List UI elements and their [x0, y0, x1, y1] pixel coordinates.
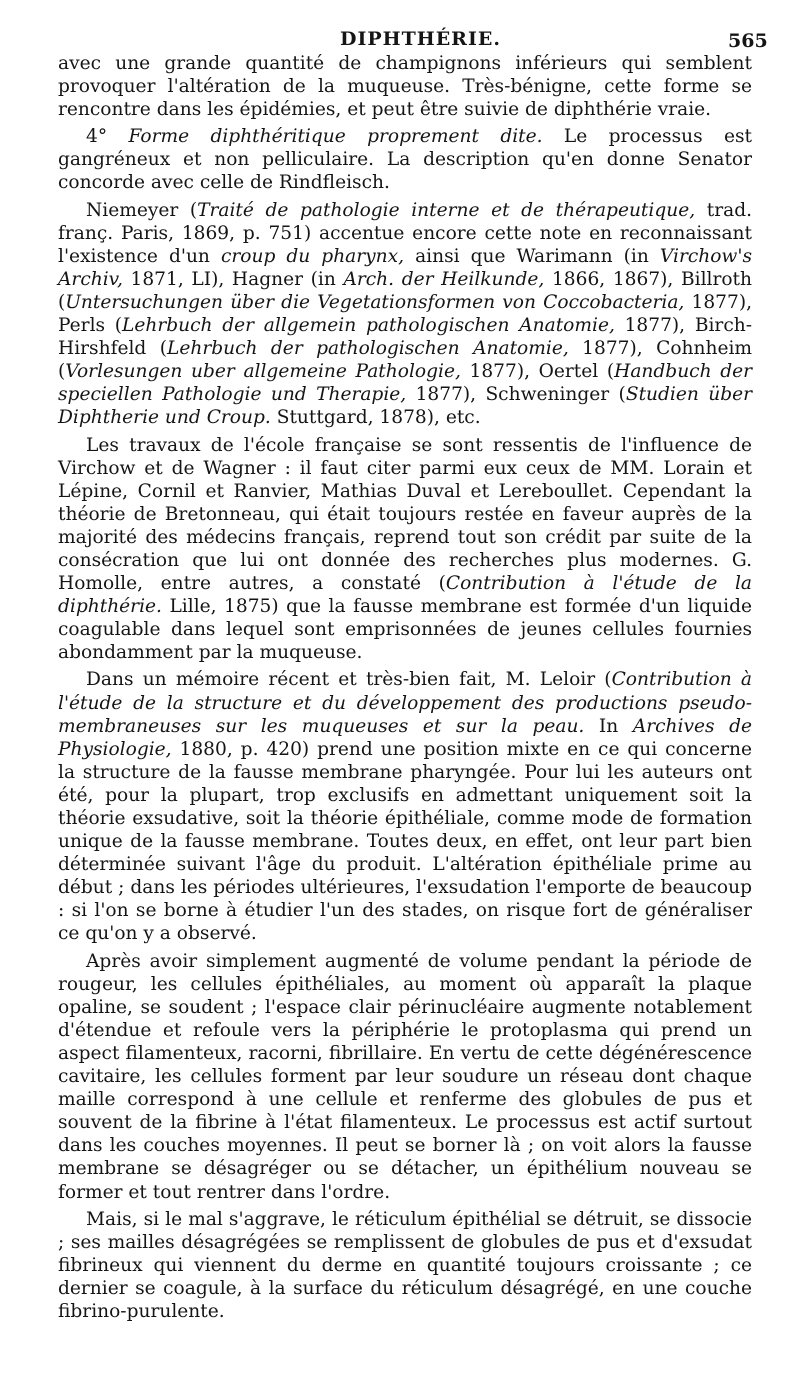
text-run: 1877), Oertel ( [460, 361, 615, 383]
paragraph-6 [58, 950, 752, 1204]
page-header [0, 28, 800, 52]
paragraph-1 [58, 52, 752, 121]
text-run: 1877), Schweninger ( [406, 384, 626, 406]
citation-title: Traité de pathologie interne et de thérapeutique, [197, 199, 696, 221]
citation-title: Vorlesungen uber allgemeine Pathologie, [65, 361, 461, 383]
body-text [58, 52, 752, 1327]
text-run: Niemeyer ( [86, 199, 198, 221]
paragraph-1-text: avec une grande quantité de champignons inférieurs qui semblent provoquer l'altération de la muqueuse. Très-bénigne, cette forme se rencontre dans les épidémies, et peut être suivie de diphthérie vraie. [58, 53, 752, 121]
text-run: ainsi que Warimann (in [404, 245, 660, 267]
paragraph-7 [58, 1208, 752, 1323]
citation-title: Handbuch der speciellen Pathologie und Therapie, [58, 361, 752, 406]
citation-title: Virchow's Archiv, [58, 245, 752, 290]
citation-title: Arch. der Heilkunde, [343, 268, 545, 290]
citation-title: Archives de Physiologie, [58, 715, 752, 760]
text-run: Les travaux de l'école française se sont ressentis de l'influence de Virchow et de Wagner : il faut citer parmi eux ceux de MM. Lorain et Lépine, Cornil et Ranvier, Mathias Duval et Lereboullet. Cependant la théorie de Bretonneau, qui était toujours restée en faveur auprès de la majorité des médecins français, reprend tout son crédit par suite de la consécration que lui ont donnée des recherches plus modernes. G. Homolle, entre autres, a constaté ( [58, 434, 752, 595]
citation-title: Lehrbuch der pathologischen Anatomie, [167, 338, 569, 360]
paragraph-6-text: Après avoir simplement augmenté de volume pendant la période de rougeur, les cellules épithéliales, au moment où apparaît la plaque opaline, se soudent ; l'espace clair périnucléaire augmente notablement d'étendue et refoule vers la périphérie le protoplasma qui prend un aspect filamenteux, racorni, fibrillaire. En vertu de cette dégénérescence cavitaire, les cellules forment par leur soudure un réseau dont chaque maille correspond à une cellule et renferme des globules de pus et souvent de la fibrine à l'état filamenteux. Le processus est actif surtout dans les couches moyennes. Il peut se borner là ; on voit alors la fausse membrane se désagréger ou se détacher, un épithélium nouveau se former et tout rentrer dans l'ordre. [58, 950, 752, 1203]
text-run: 1880, p. 420) prend une position mixte en ce qui concerne la structure de la fausse membrane pharyngée. Pour lui les auteurs ont été, pour la plupart, trop exclusifs en admettant uniquement soit la théorie exsudative, soit la théorie épithéliale, comme mode de formation unique de la fausse membrane. Toutes deux, en effet, ont leur part bien déterminée suivant l'âge du produit. L'altération épithéliale prime au début ; dans les périodes ultérieures, l'exsudation l'emporte de beaucoup : si l'on se borne à étudier l'un des stades, on risque fort de généraliser ce qu'on y a observé. [58, 738, 752, 945]
emphasis: croup du pharynx, [220, 245, 405, 267]
citation-title: Studien über Diphtherie und Croup. [58, 384, 752, 429]
text-run: Stuttgard, 1878), etc. [270, 407, 481, 429]
paragraph-2 [58, 125, 752, 194]
paragraph-4 [58, 434, 752, 665]
text-run: trad. franç. Paris, 1869, p. 751) accentue encore cette note en reconnaissant l'existence d'un [58, 199, 753, 267]
text-run: In [584, 715, 633, 737]
running-title: DIPHTHÉRIE. [340, 28, 501, 50]
citation-title: Lehrbuch der allgemein pathologischen Anatomie, [122, 315, 615, 337]
text-run: 1877), Cohnheim ( [58, 338, 753, 383]
citation-title: Untersuchungen über die Vegetationsformen von Coccobacteria, [65, 291, 685, 313]
page-number: 565 [728, 30, 768, 52]
section-number: 4° [86, 126, 129, 148]
text-run: 1877), Birch-Hirshfeld ( [58, 315, 752, 360]
text-run: Dans un mémoire récent et très-bien fait, M. Leloir ( [86, 669, 612, 691]
paragraph-3 [58, 199, 752, 430]
citation-title: Contribution à l'étude de la diphthérie. [58, 573, 752, 618]
text-run: 1871, LI), Hagner (in [122, 268, 344, 290]
text-run: Lille, 1875) que la fausse membrane est formée d'un liquide coagulable dans lequel sont emprisonnées de jeunes cellules fournies abondamment par la muqueuse. [58, 596, 752, 664]
text-run: 1877), Perls ( [58, 291, 752, 337]
section-title: Forme diphthéritique proprement dite. [128, 126, 543, 148]
citation-title: Contribution à l'étude de la structure et du développement des productions pseudo-membraneuses sur les muqueuses et sur la peau. [58, 669, 753, 737]
text-run: 1866, 1867), Billroth ( [58, 268, 752, 313]
paragraph-7-text: Mais, si le mal s'aggrave, le réticulum épithélial se détruit, se dissocie ; ses mailles désagrégées se remplissent de globules de pus et d'exsudat fibrineux qui viennent du derme en quantité toujours croissante ; ce dernier se coagule, à la surface du réticulum désagrégé, en une couche fibrino-purulente. [58, 1208, 752, 1322]
paragraph-2-text: Le processus est gangréneux et non pelliculaire. La description qu'en donne Senator concorde avec celle de Rindfleisch. [58, 126, 752, 194]
paragraph-5 [58, 668, 752, 945]
